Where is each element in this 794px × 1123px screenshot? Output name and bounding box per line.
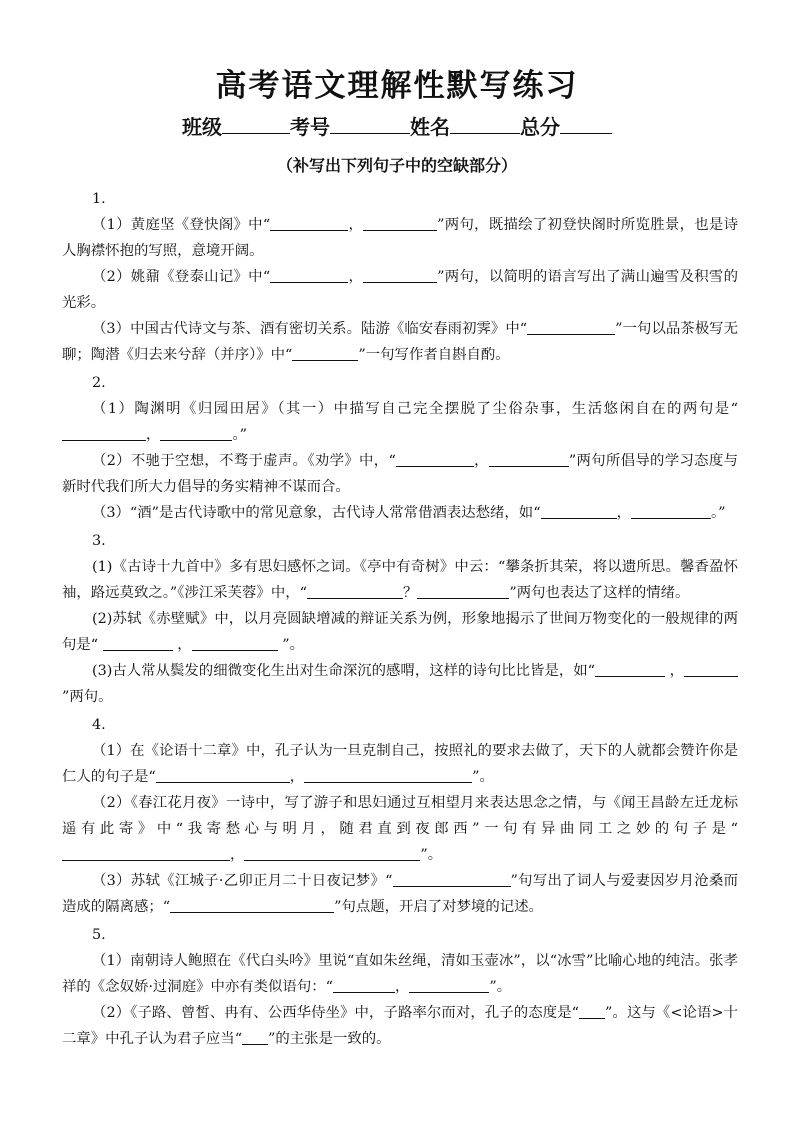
score-label: 总分 [520, 115, 560, 139]
question-item: （2）《子路、曾皙、冉有、公西华侍坐》中，子路率尔而对，孔子的态度是“ ”。这与《<论语>十二章》中孔子认为君子应当“ ”的主张是一致的。 [62, 1000, 738, 1052]
answer-blank [270, 214, 348, 231]
answer-blank [192, 634, 278, 651]
answer-blank [684, 660, 738, 677]
question-number: 5. [92, 927, 106, 943]
answer-blank [393, 870, 511, 887]
exam-no-blank [330, 115, 410, 134]
question-item: (1)《古诗十九首中》多有思妇感怀之词。《亭中有奇树》中云：“攀条折其荣，将以遗所思。馨香盈怀袖，路远莫致之。”《涉江采芙蓉》中，“ ？ ”两句也表达了这样的情绪。 [62, 559, 738, 601]
answer-blank [160, 424, 232, 441]
answer-blank [270, 266, 348, 283]
answer-blank [62, 424, 146, 441]
question-item: （2）《春江花月夜》一诗中，写了游子和思妇通过互相望月来表达思念之情，与《闻王昌龄左迁龙标遥有此寄》中“我寄愁心与明月，随君直到夜郎西”一句有异曲同工之妙的句子是“， ”。 [62, 795, 738, 863]
question-item: (3)古人常从鬓发的细微变化生出对生命深沉的感喟，这样的诗句比比皆是，如“ ， ”两句。 [62, 658, 738, 710]
question-item: (2)苏轼《赤壁赋》中，以月亮圆缺增减的辩证关系为例，形象地揭示了世间万物变化的一般规律的两句是“ ， ”。 [62, 611, 738, 653]
question-item: （3）中国古代诗文与茶、酒有密切关系。陆游《临安春雨初霁》中“ ”一句以品茶极写无聊；陶潜《归去来兮辞（并序）》中“ ”一句写作者自斟自酌。 [62, 316, 738, 368]
answer-blank [244, 844, 420, 861]
answer-blank [170, 896, 334, 913]
answer-blank [333, 976, 395, 993]
answer-blank [242, 1028, 268, 1045]
answer-blank [489, 450, 569, 467]
question-item: （1）在《论语十二章》中，孔子认为一旦克制自己，按照礼的要求去做了，天下的人就都会赞许你是仁人的句子是“ ， ”。 [62, 743, 738, 785]
question-number: 4. [92, 717, 106, 733]
question-item: （2）姚鼐《登泰山记》中“ ， ”两句，以简明的语言写出了满山遍雪及积雪的光彩。 [62, 264, 738, 316]
question-item: （1）南朝诗人鲍照在《代白头吟》里说“直如朱丝绳，清如玉壶冰”，以“冰雪”比喻心地的纯洁。张孝祥的《念奴娇·过洞庭》中亦有类似语句：“ ， ”。 [62, 953, 738, 995]
answer-blank [307, 582, 403, 599]
question-number: 2. [92, 375, 106, 391]
answer-blank [631, 502, 711, 519]
class-label: 班级 [182, 115, 222, 139]
question-item: （3）“酒”是古代诗歌中的常见意象，古代诗人常常借酒表达愁绪，如“ ， 。” [62, 500, 738, 526]
answer-blank [595, 660, 665, 677]
question-item: （2）不驰于空想，不骛于虚声。《劝学》中，“ ， ”两句所倡导的学习态度与新时代我们所大力倡导的务实精神不谋而合。 [62, 448, 738, 500]
answer-blank [527, 318, 615, 335]
answer-blank [363, 214, 437, 231]
answer-blank [304, 766, 472, 783]
questions-body [62, 184, 738, 1052]
class-blank [222, 115, 290, 134]
name-label: 姓名 [410, 115, 450, 139]
answer-blank [417, 582, 509, 599]
answer-blank [409, 976, 489, 993]
answer-blank [62, 844, 230, 861]
question-number: 3. [92, 533, 106, 549]
answer-blank [579, 1002, 605, 1019]
question-item: （1）陶渊明《归园田居》（其一）中描写自己完全摆脱了尘俗杂事，生活悠闲自在的两句是“， 。” [62, 396, 738, 448]
instruction-subtitle: （补写出下列句子中的空缺部分） [276, 156, 517, 175]
answer-blank [363, 266, 437, 283]
question-number: 1. [92, 191, 106, 207]
name-blank [450, 115, 520, 134]
exam-no-label: 考号 [290, 115, 330, 139]
question-item: （3）苏轼《江城子·乙卯正月二十日夜记梦》“ ”句写出了词人与爱妻因岁月沧桑而造成的隔离感；“ ”句点题，开启了对梦境的记述。 [62, 868, 738, 920]
student-info-row [0, 111, 794, 140]
question-item: （1）黄庭坚《登快阁》中“ ， ”两句，既描绘了初登快阁时所览胜景，也是诗人胸襟怀抱的写照，意境开阔。 [62, 212, 738, 264]
answer-blank [103, 634, 173, 651]
page-title: 高考语文理解性默写练习 [215, 68, 579, 104]
score-blank [560, 115, 612, 134]
answer-blank [396, 450, 474, 467]
answer-blank [541, 502, 617, 519]
answer-blank [292, 344, 358, 361]
answer-blank [156, 766, 290, 783]
